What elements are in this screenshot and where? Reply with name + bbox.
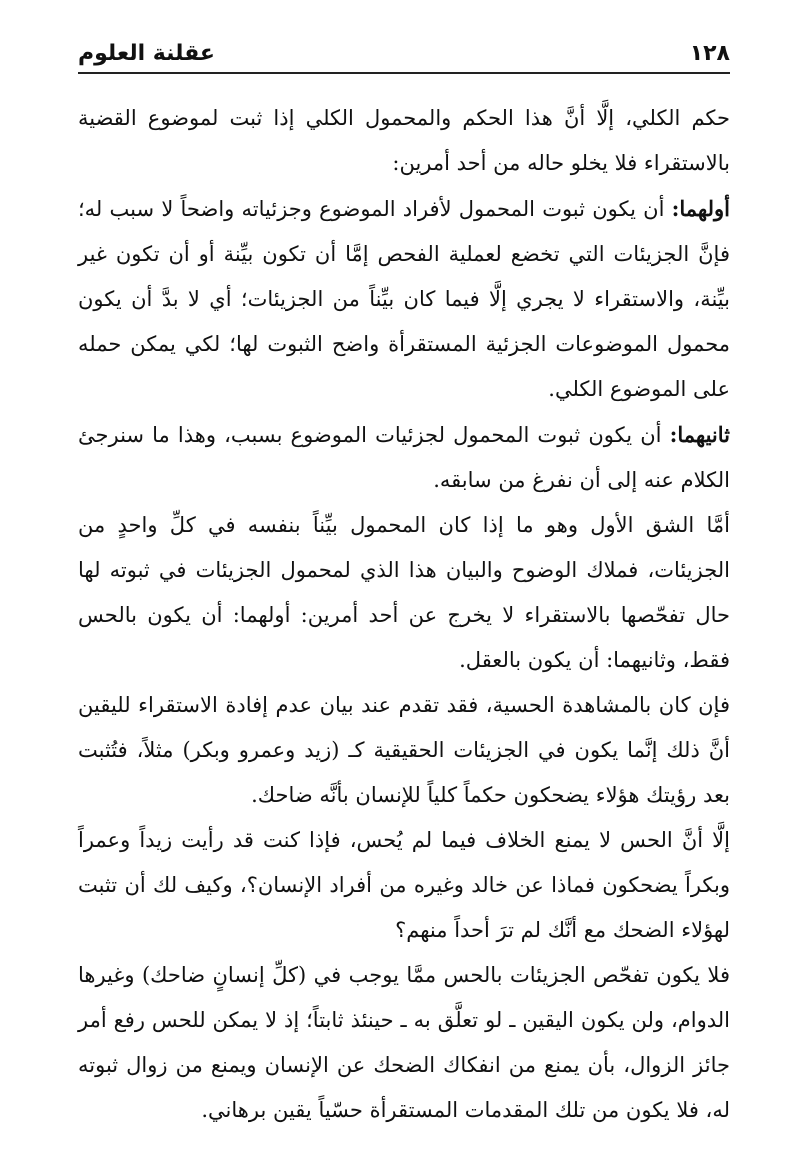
paragraph-4	[78, 503, 730, 683]
paragraph-5-text: فإن كان بالمشاهدة الحسية، فقد تقدم عند بيان عدم إفادة الاستقراء لليقين أنَّ ذلك إنَّما يكون في الجزيئات الحقيقية كـ (زيد وعمرو وبكر) مثلاً، فتُثبت بعد رؤيتك هؤلاء يضحكون حكماً كلياً للإنسان بأنَّه ضاحك.	[78, 693, 730, 807]
paragraph-2-lead: أولهما:	[671, 196, 730, 221]
paragraph-3	[78, 412, 730, 503]
paragraph-1-text: حكم الكلي، إلَّا أنَّ هذا الحكم والمحمول الكلي إذا ثبت لموضوع القضية بالاستقراء فلا يخلو حاله من أحد أمرين:	[78, 106, 731, 175]
paragraph-3-lead: ثانيهما:	[669, 422, 730, 447]
paragraph-7	[78, 953, 730, 1133]
page-number: ١٢٨	[689, 41, 730, 66]
paragraph-6	[78, 818, 730, 953]
paragraph-4-text: أمَّا الشق الأول وهو ما إذا كان المحمول بيِّناً بنفسه في كلِّ واحدٍ من الجزيئات، فملاك الوضوح والبيان هذا الذي لمحمول الجزيئات في ثبوته لها حال تفحّصها بالاستقراء لا يخرج عن أحد أمرين: أولهما: أن يكون بالحس فقط، وثانيهما: أن يكون بالعقل.	[78, 513, 730, 672]
running-title: عقلنة العلوم	[78, 41, 215, 66]
paragraph-6-text: إلَّا أنَّ الحس لا يمنع الخلاف فيما لم يُحس، فإذا كنت قد رأيت زيداً وعمراً وبكراً يضحكون فماذا عن خالد وغيره من أفراد الإنسان؟، وكيف لك أن تثبت لهؤلاء الضحك مع أنَّك لم ترَ أحداً منهم؟	[78, 828, 730, 942]
page-header	[78, 26, 730, 74]
body-text	[78, 96, 730, 1133]
paragraph-2-text: أن يكون ثبوت المحمول لأفراد الموضوع وجزئياته واضحاً لا سبب له؛ فإنَّ الجزيئات التي تخضع لعملية الفحص إمَّا أن تكون بيِّنة أو أن تكون غير بيِّنة، والاستقراء لا يجري إلَّا فيما كان بيِّناً من الجزيئات؛ أي لا بدَّ أن يكون محمول الموضوعات الجزئية المستقرأة واضح الثبوت لها؛ لكي يمكن حمله على الموضوع الكلي.	[78, 197, 730, 401]
paragraph-2	[78, 186, 730, 412]
paragraph-7-text: فلا يكون تفحّص الجزيئات بالحس ممَّا يوجب في (كلِّ إنسانٍ ضاحك) وغيرها الدوام، ولن يكون اليقين ـ لو تعلَّق به ـ حينئذ ثابتاً؛ إذ لا يمكن للحس رفع أمر جائز الزوال، بأن يمنع من انفكاك الضحك عن الإنسان ويمنع من زوال ثبوته له، فلا يكون من تلك المقدمات المستقرأة حسّياً يقين برهاني.	[78, 963, 730, 1122]
paragraph-1	[78, 96, 730, 186]
paragraph-5	[78, 683, 730, 818]
paragraph-3-text: أن يكون ثبوت المحمول لجزئيات الموضوع بسبب، وهذا ما سنرجئ الكلام عنه إلى أن نفرغ من سابقه.	[78, 423, 730, 492]
